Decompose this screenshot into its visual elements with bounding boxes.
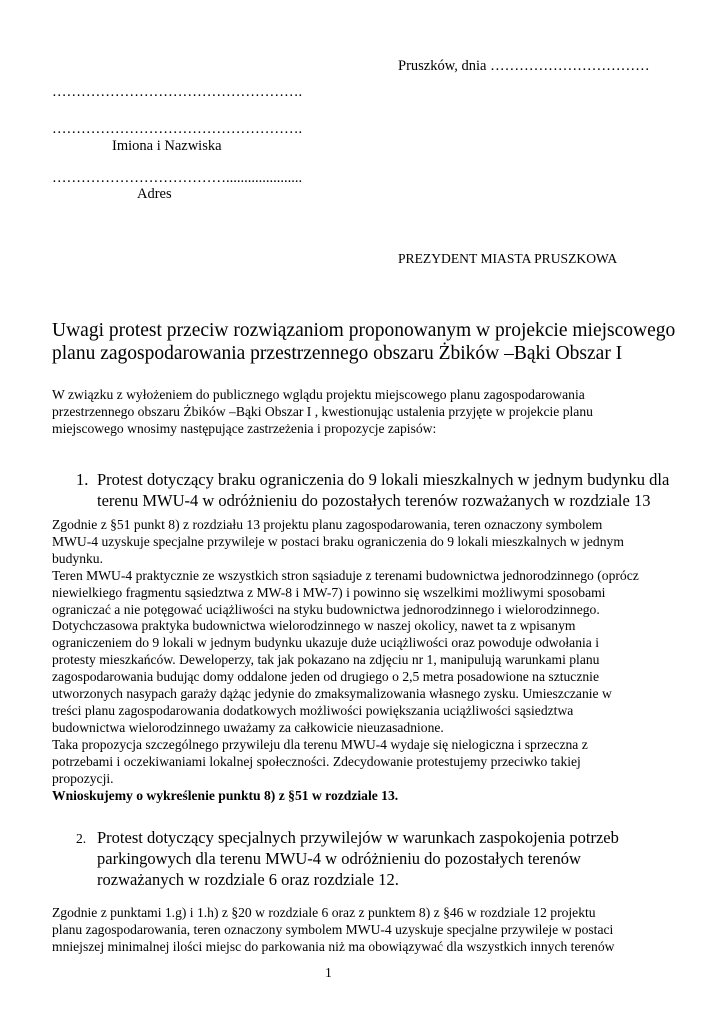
body-line: zagospodarowania budując domy oddalone jeden od drugiego o 2,5 metra posadowione na sztucznie (52, 669, 599, 685)
body-line: potrzebami i oczekiwaniami lokalnej społeczności. Zdecydowanie protestujemy przeciwko takiej (52, 753, 581, 769)
body-line: Taka propozycja szczególnego przywileju dla terenu MWU-4 wydaje się nielogiczna i sprzeczna z (52, 736, 588, 752)
place-date-line: Pruszków, dnia …………………………… (398, 58, 650, 74)
address-label: Adres (137, 186, 172, 202)
body-line: budynku. (52, 550, 103, 566)
body-line: Teren MWU-4 praktycznie ze wszystkich stron sąsiaduje z terenami budownictwa jednorodzinnego (oprócz (52, 567, 639, 583)
section-heading (97, 827, 619, 890)
body-line: mniejszej minimalnej ilości miejsc do parkowania niż ma obowiązywać dla wszystkich innych terenów (52, 938, 615, 954)
body-line: Dotychczasowa praktyka budownictwa wielorodzinnego w naszej okolicy, nawet ta z wpisanym (52, 618, 576, 634)
section-heading (97, 469, 669, 511)
body-line: treści planu zagospodarowania dodatkowych możliwości powiększania uciążliwości sąsiedztwa (52, 702, 574, 718)
intro-line: miejscowego wnosimy następujące zastrzeżenia i propozycje zapisów: (52, 420, 437, 436)
body-line: Zgodnie z punktami 1.g) i 1.h) z §20 w rozdziale 6 oraz z punktem 8) z §46 w rozdziale 12 projektu (52, 905, 596, 920)
body-line: propozycji. (52, 770, 114, 786)
heading-line: Protest dotyczący specjalnych przywilejów w warunkach zaspokojenia potrzeb (97, 828, 619, 847)
conclusion: Wnioskujemy o wykreślenie punktu 8) z §51 w rozdziale 13. (52, 787, 399, 803)
body-line: utworzonych nasypach garaży dążąc jedynie do zmaksymalizowania własnego zysku. Umieszczanie w (52, 686, 612, 702)
body-line: niewielkiego fragmentu sąsiedztwa z MW-8 i MW-7) i powinno się wszelkimi możliwymi sposobami (52, 584, 606, 600)
body-line: ograniczać a nie potęgować uciążliwości na styku budownictwa jednorodzinnego i wielorodzinnego. (52, 601, 600, 617)
body-line: Zgodnie z §51 punkt 8) z rozdziału 13 projektu planu zagospodarowania, teren oznaczony symbolem (52, 517, 603, 532)
recipient: PREZYDENT MIASTA PRUSZKOWA (398, 251, 618, 266)
title-line: planu zagospodarowania przestrzennego obszaru Żbików –Bąki Obszar I (52, 343, 623, 364)
body-line: planu zagospodarowania, teren oznaczony symbolem MWU-4 uzyskuje specjalne przywileje w postaci (52, 921, 614, 937)
dots-line: ……………………………………………. (52, 84, 303, 100)
intro-paragraph (52, 387, 593, 438)
intro-line: przestrzennego obszaru Żbików –Bąki Obszar I , kwestionując ustalenia przyjęte w projekcie planu (52, 403, 593, 419)
body-line: MWU-4 uzyskuje specjalne przywileje w postaci braku ograniczenia do 9 lokali mieszkalnych w jednym (52, 533, 624, 549)
names-label: Imiona i Nazwiska (112, 138, 222, 154)
heading-line: parkingowych dla terenu MWU-4 w odróżnieniu do pozostałych terenów (97, 849, 581, 868)
title-line: Uwagi protest przeciw rozwiązaniom proponowanym w projekcie miejscowego (52, 320, 676, 341)
section-number: 2. (76, 831, 87, 846)
body-line: protesty mieszkańców. Deweloperzy, tak jak pokazano na zdjęciu nr 1, manipulują warunkami planu (52, 652, 600, 668)
section-number: 1. (76, 470, 89, 489)
section-body (52, 905, 614, 956)
heading-line: terenu MWU-4 w odróżnieniu do pozostałych terenów rozważanych w rozdziale 13 (97, 491, 651, 510)
intro-line: W związku z wyłożeniem do publicznego wglądu projektu miejscowego planu zagospodarowania (52, 387, 585, 402)
document-title (52, 319, 675, 365)
body-line: budownictwa wielorodzinnego uważamy za całkowicie nieuzasadnione. (52, 719, 444, 735)
heading-line: rozważanych w rozdziale 6 oraz rozdziale 12. (97, 870, 399, 889)
body-line: ograniczeniem do 9 lokali w jednym budynku ukazuje duże uciążliwości oraz powoduje odwołania i (52, 635, 599, 651)
dots-line: ………………………………..................... (52, 170, 303, 186)
section-body (52, 517, 639, 804)
dots-line: ……………………………………………. (52, 121, 303, 137)
heading-line: Protest dotyczący braku ograniczenia do 9 lokali mieszkalnych w jednym budynku dla (97, 470, 670, 489)
page-number: 1 (325, 965, 332, 980)
